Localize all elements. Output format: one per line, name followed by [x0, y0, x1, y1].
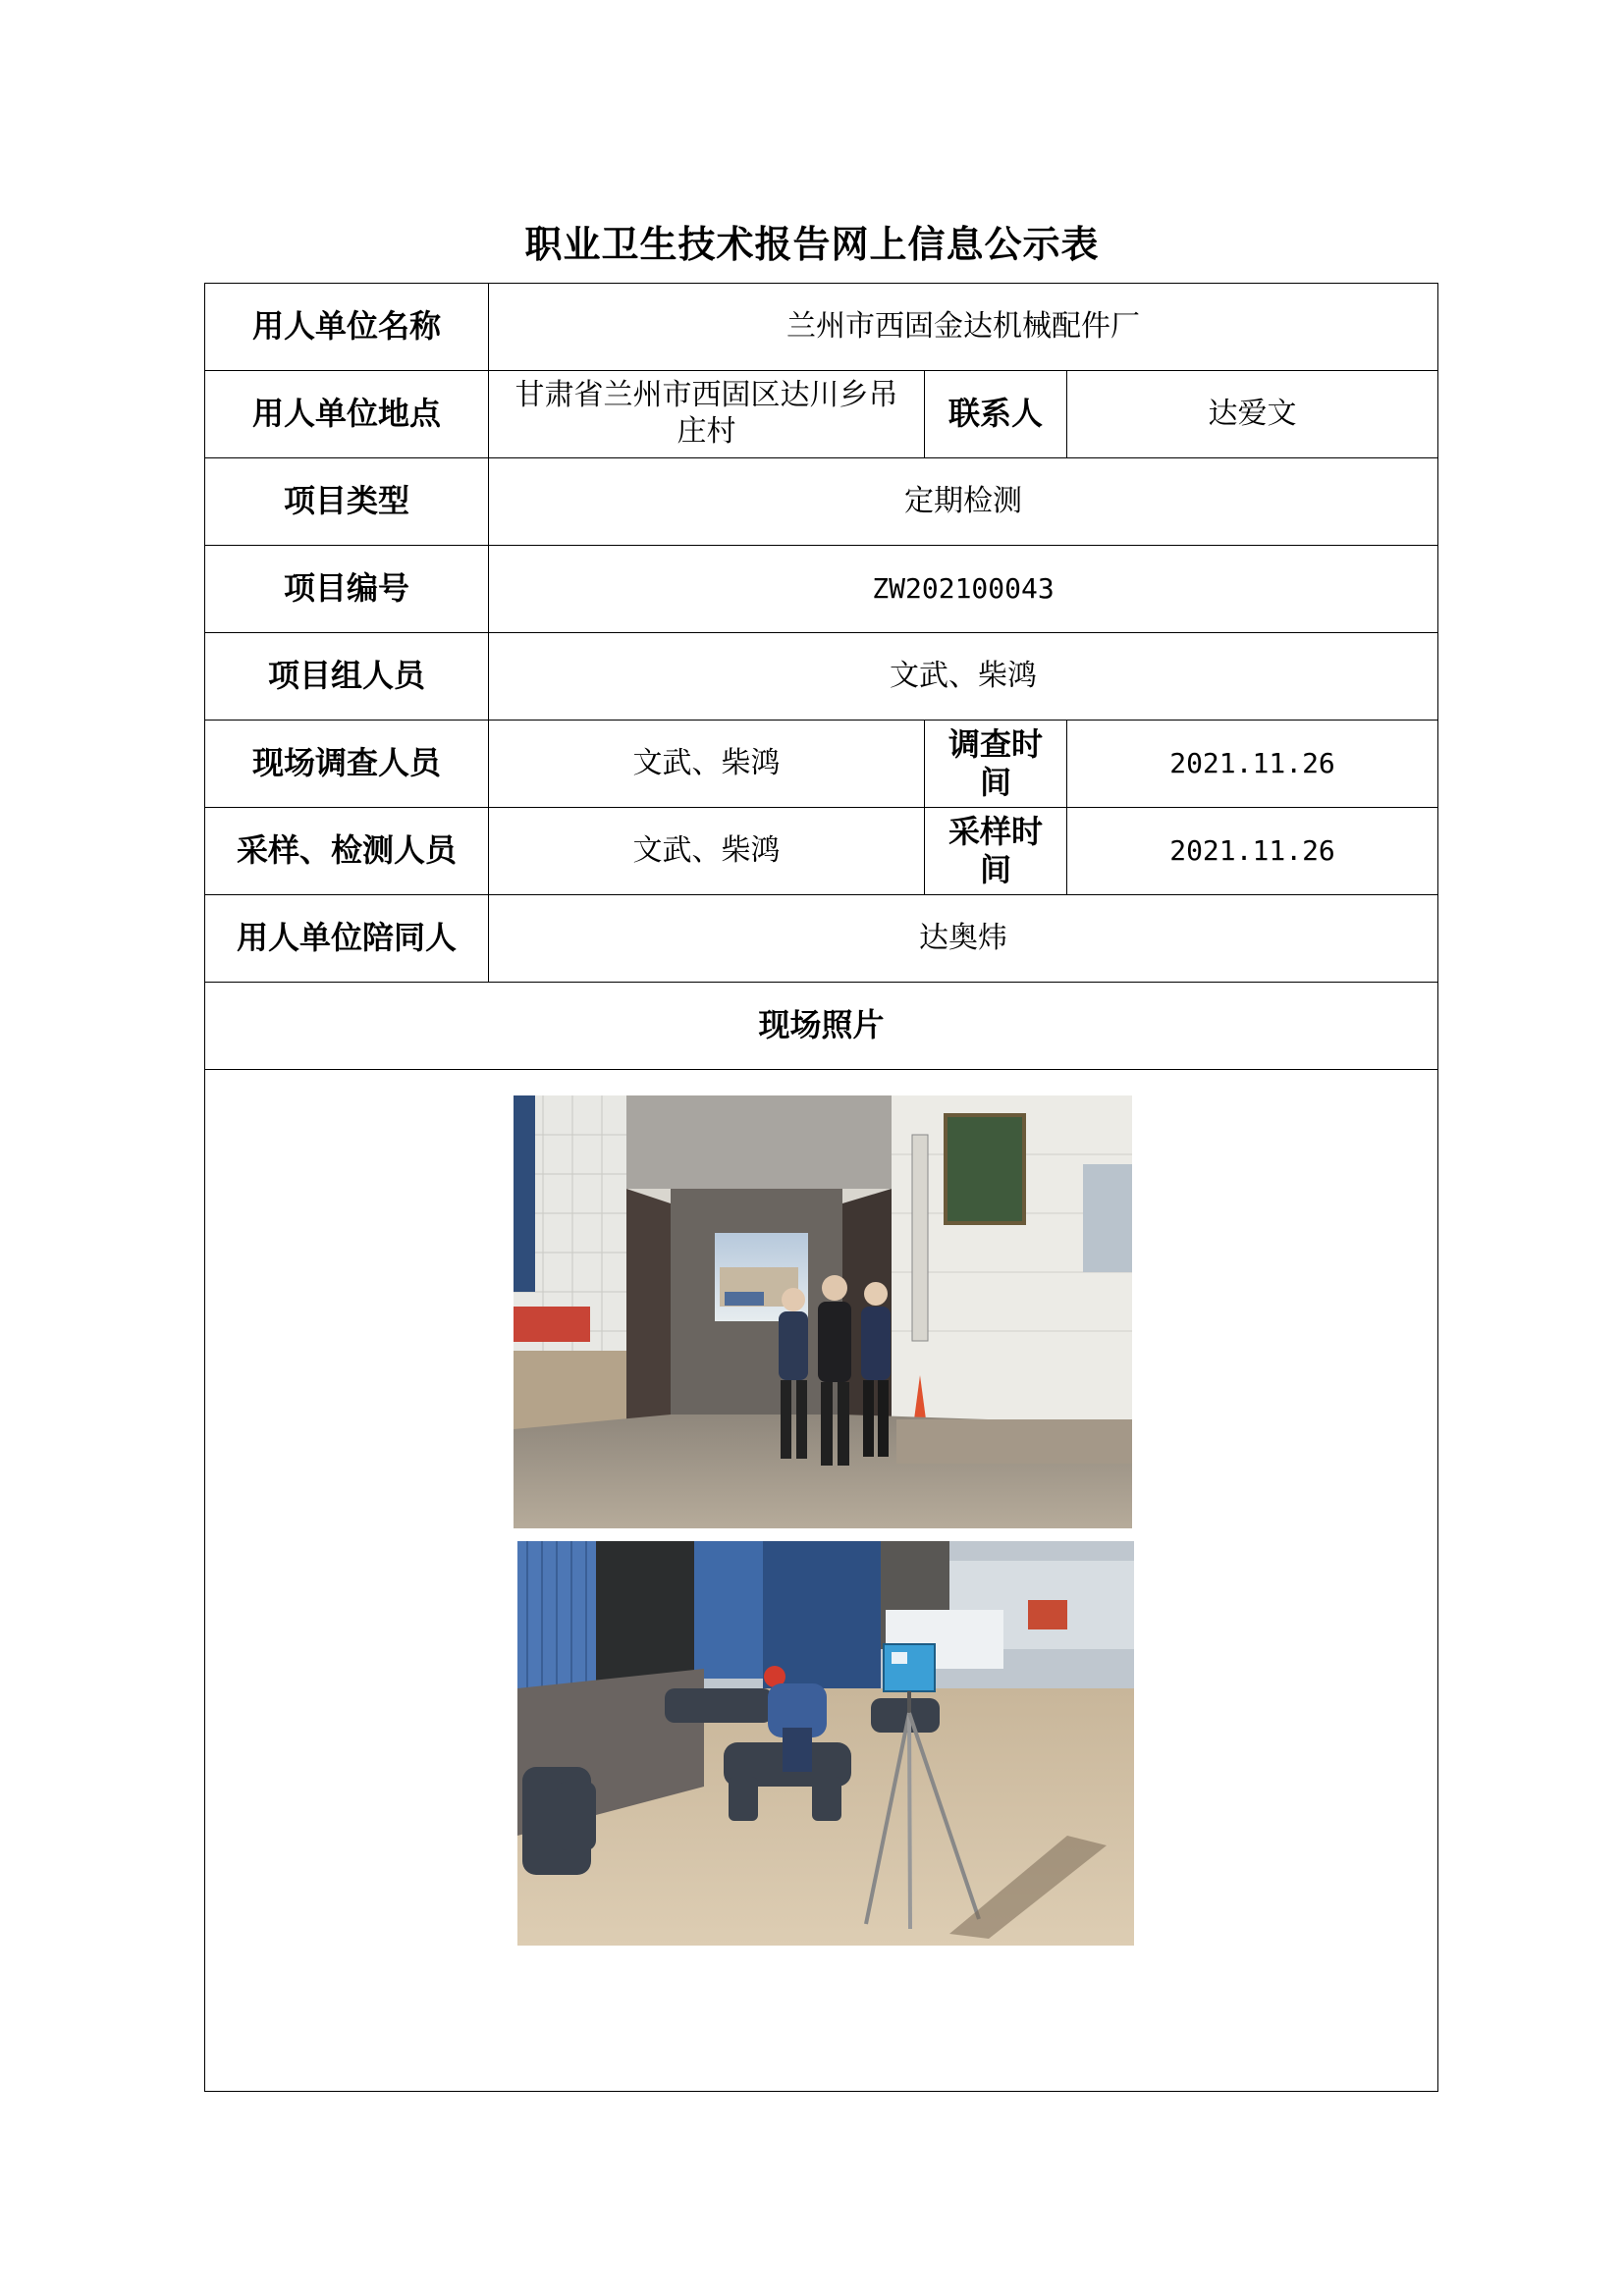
row-project-no [205, 546, 1438, 633]
site-photo-gate [514, 1095, 1132, 1528]
page-title: 职业卫生技术报告网上信息公示表 [524, 223, 1100, 266]
contact-value: 达爱文 [1067, 371, 1438, 458]
row-sampling [205, 808, 1438, 895]
unit-name-label: 用人单位名称 [205, 284, 489, 371]
row-unit-location [205, 371, 1438, 458]
escort-value: 达奥炜 [489, 895, 1438, 983]
row-survey [205, 721, 1438, 808]
unit-location-value: 甘肃省兰州市西固区达川乡吊庄村 [489, 371, 925, 458]
row-photos-header [205, 983, 1438, 1070]
survey-time-value: 2021.11.26 [1067, 721, 1438, 808]
project-type-value: 定期检测 [489, 458, 1438, 546]
project-no-label: 项目编号 [205, 546, 489, 633]
row-unit-name [205, 284, 1438, 371]
photos-cell [205, 1070, 1438, 2092]
row-escort [205, 895, 1438, 983]
unit-name-value: 兰州市西固金达机械配件厂 [489, 284, 1438, 371]
team-label: 项目组人员 [205, 633, 489, 721]
info-table [204, 283, 1438, 2092]
row-project-type [205, 458, 1438, 546]
survey-label: 现场调查人员 [205, 721, 489, 808]
project-no-value: ZW202100043 [489, 546, 1438, 633]
sampling-label: 采样、检测人员 [205, 808, 489, 895]
unit-location-label: 用人单位地点 [205, 371, 489, 458]
row-photos [205, 1070, 1438, 2092]
site-photo-sampling [517, 1541, 1134, 1946]
sampling-value: 文武、柴鸿 [489, 808, 925, 895]
row-team [205, 633, 1438, 721]
project-type-label: 项目类型 [205, 458, 489, 546]
photos-label: 现场照片 [205, 983, 1438, 1070]
survey-time-label: 调查时间 [925, 721, 1067, 808]
contact-label: 联系人 [925, 371, 1067, 458]
sampling-time-label: 采样时间 [925, 808, 1067, 895]
escort-label: 用人单位陪同人 [205, 895, 489, 983]
team-value: 文武、柴鸿 [489, 633, 1438, 721]
sampling-time-value: 2021.11.26 [1067, 808, 1438, 895]
survey-value: 文武、柴鸿 [489, 721, 925, 808]
